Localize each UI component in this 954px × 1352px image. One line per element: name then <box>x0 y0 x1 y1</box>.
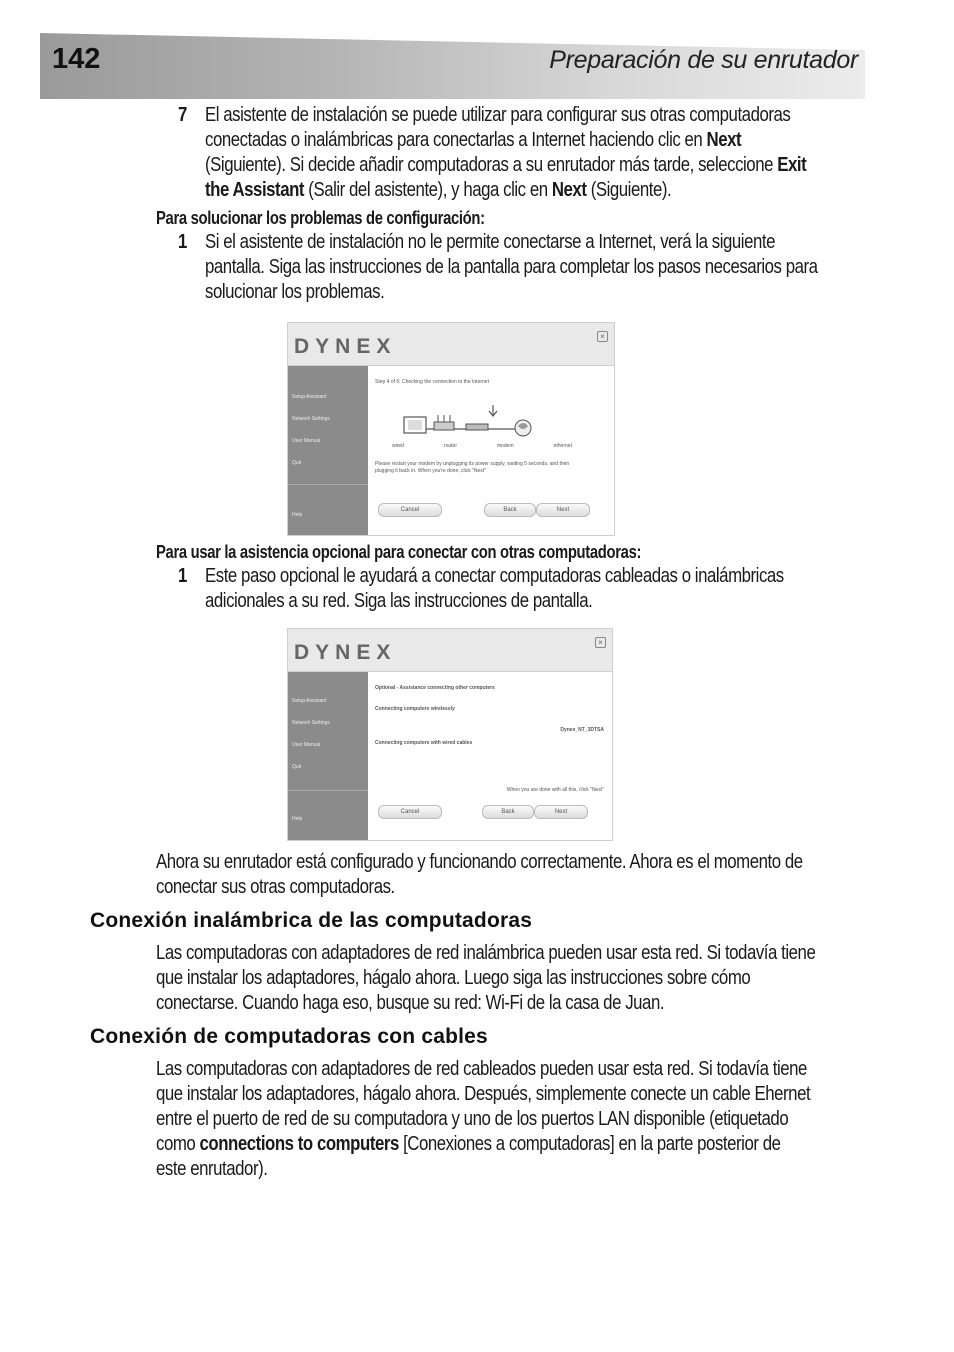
optional-title: Optional - Assistance connecting other computers <box>375 685 495 691</box>
dynex-logo: DYNEX <box>294 335 397 358</box>
wired-section-title: Connecting computers with wired cables <box>375 740 473 746</box>
summary-line: Ahora su enrutador está configurado y funcionando correctamente. Ahora es el momento de <box>156 850 803 873</box>
troubleshoot-line: pantalla. Siga las instrucciones de la pantalla para completar los pasos necesarios para <box>205 255 818 278</box>
step7-line: the Assistant (Salir del asistente), y haga clic en Next (Siguiente). <box>205 178 672 201</box>
next-button[interactable]: Next <box>534 805 588 819</box>
wired-heading: Conexión de computadoras con cables <box>90 1025 488 1048</box>
wireless-line: Las computadoras con adaptadores de red inalámbrica pueden usar esta red. Si todavía tiene <box>156 941 816 964</box>
step-title: Step 4 of 6: Checking the connection to the Internet <box>375 379 489 385</box>
screenshot-sidebar <box>288 672 368 840</box>
sidebar-item-quit: Quit <box>292 460 302 466</box>
step7-line: El asistente de instalación se puede utilizar para configurar sus otras computadoras <box>205 103 791 126</box>
cancel-button[interactable]: Cancel <box>378 805 442 819</box>
router-screenshot-connection-check <box>287 322 615 536</box>
wired-line: Las computadoras con adaptadores de red cableados pueden usar esta red. Si todavía tiene <box>156 1057 807 1080</box>
sidebar-divider <box>288 484 368 485</box>
step-number: 7 <box>178 103 188 126</box>
restart-instructions: Please restart your modem by unplugging its power supply, waiting 5 seconds, and then plugging it back in. When you're done, click "Next" <box>375 461 570 474</box>
wireless-section-title: Connecting computers wirelessly <box>375 706 455 712</box>
sidebar-item-network: Network Settings <box>292 416 330 422</box>
back-button[interactable]: Back <box>484 503 536 517</box>
troubleshoot-line: Si el asistente de instalación no le permite conectarse a Internet, verá la siguiente <box>205 230 775 253</box>
sidebar-item-setup: Setup Assistant <box>292 698 327 704</box>
page-number: 142 <box>52 43 101 75</box>
optional-heading: Para usar la asistencia opcional para conectar con otras computadoras: <box>156 541 642 562</box>
wired-line: como connections to computers [Conexiones a computadoras] en la parte posterior de <box>156 1132 781 1155</box>
step7-line: (Siguiente). Si decide añadir computadoras a su enrutador más tarde, seleccione Exit <box>205 153 807 176</box>
sidebar-item-manual: User Manual <box>292 438 321 444</box>
summary-line: conectar sus otras computadoras. <box>156 875 395 898</box>
diagram-labels: wired router modem ethernet <box>392 443 572 449</box>
screenshot-sidebar <box>288 366 368 535</box>
wireless-heading: Conexión inalámbrica de las computadoras <box>90 909 533 932</box>
wired-line: que instalar los adaptadores, hágalo ahora. Después, simplemente conecte un cable Ehernet <box>156 1082 811 1105</box>
troubleshoot-line: solucionar los problemas. <box>205 280 385 303</box>
wireless-line: que instalar los adaptadores, hágalo ahora. Luego siga las instrucciones sobre cómo <box>156 966 751 989</box>
optional-line: adicionales a su red. Siga las instrucciones de pantalla. <box>205 589 593 612</box>
step-number: 1 <box>178 564 188 587</box>
cancel-button[interactable]: Cancel <box>378 503 442 517</box>
dynex-logo: DYNEX <box>294 641 397 664</box>
sidebar-item-help: Help <box>292 512 303 518</box>
step7-line: conectadas o inalámbricas para conectarlas a Internet haciendo clic en Next <box>205 128 742 151</box>
screenshot-header <box>288 323 614 366</box>
sidebar-item-manual: User Manual <box>292 742 321 748</box>
sidebar-item-help: Help <box>292 816 303 822</box>
wired-line: este enrutador). <box>156 1157 268 1180</box>
sidebar-divider <box>288 790 368 791</box>
optional-line: Este paso opcional le ayudará a conectar computadoras cableadas o inalámbricas <box>205 564 784 587</box>
wired-line: entre el puerto de red de su computadora y uno de los puertos LAN disponible (etiquetado <box>156 1107 789 1130</box>
done-note: When you are done with all this, click "Next" <box>506 787 604 793</box>
back-button[interactable]: Back <box>482 805 534 819</box>
wireless-line: conectarse. Cuando haga eso, busque su red: Wi-Fi de la casa de Juan. <box>156 991 665 1014</box>
sidebar-item-network: Network Settings <box>292 720 330 726</box>
router-screenshot-optional-assistance <box>287 628 613 841</box>
sidebar-item-quit: Quit <box>292 764 302 770</box>
close-icon: × <box>597 331 608 342</box>
close-icon: × <box>595 637 606 648</box>
network-diagram-icon <box>398 403 548 443</box>
screenshot-content <box>375 685 604 794</box>
network-name: Dynex_NT_3DTSA <box>560 727 604 733</box>
screenshot-header <box>288 629 612 672</box>
step-number: 1 <box>178 230 188 253</box>
running-title: Preparación de su enrutador <box>549 46 858 74</box>
screenshot-content <box>375 379 606 386</box>
sidebar-item-setup: Setup Assistant <box>292 394 327 400</box>
next-button[interactable]: Next <box>536 503 590 517</box>
troubleshoot-heading: Para solucionar los problemas de configuración: <box>156 207 485 228</box>
